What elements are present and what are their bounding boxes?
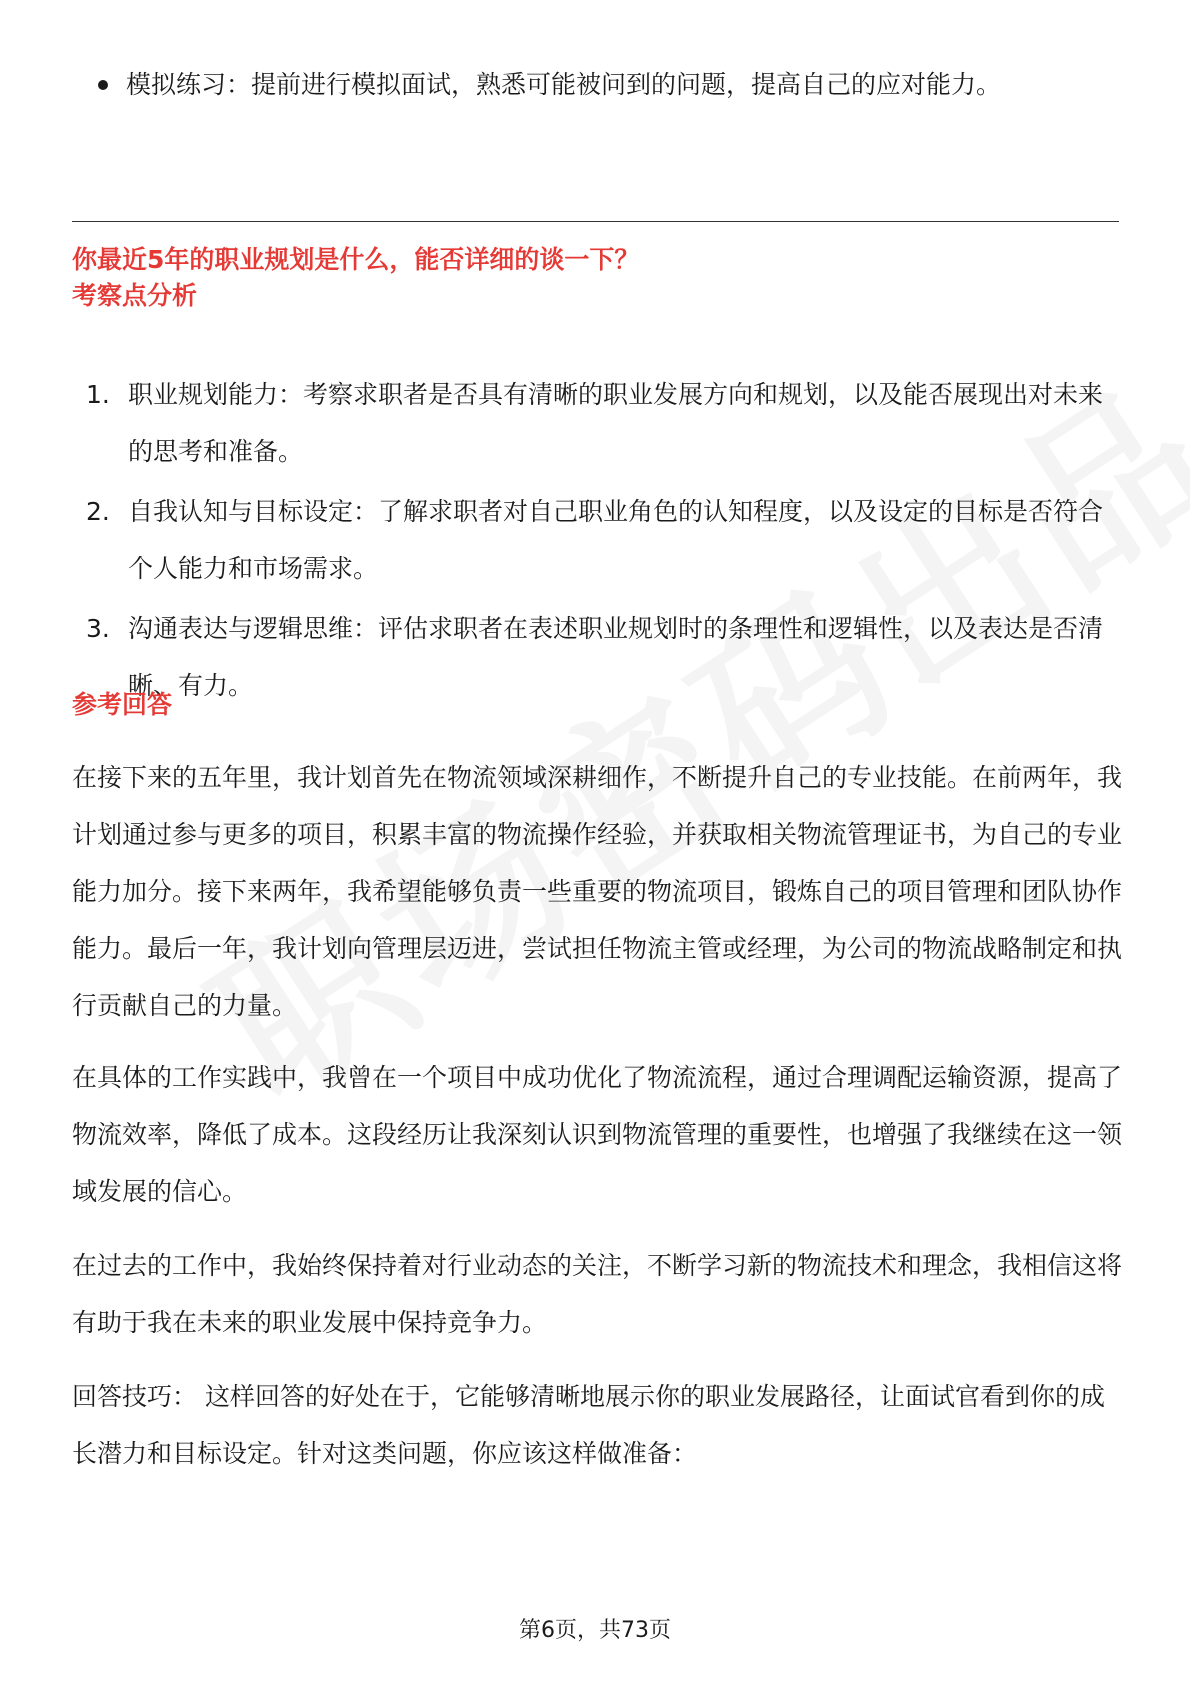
answer-title: 参考回答 (72, 690, 173, 719)
bullet-item (98, 58, 1098, 112)
analysis-item-text: 职业规划能力：考察求职者是否具有清晰的职业发展方向和规划，以及能否展现出对未来的思考和准备。 (128, 380, 1104, 466)
answer-paragraph-2: 在具体的工作实践中，我曾在一个项目中成功优化了物流流程，通过合理调配运输资源，提高了物流效率，降低了成本。这段经历让我深刻认识到物流管理的重要性，也增强了我继续在这一领域发展的信心。 (72, 1063, 1123, 1206)
bullet-dot-icon (98, 80, 108, 90)
bullet-text: 模拟练习：提前进行模拟面试，熟悉可能被问到的问题，提高自己的应对能力。 (126, 70, 1002, 99)
analysis-list (72, 366, 1122, 717)
analysis-item-number: 1. (86, 380, 110, 409)
analysis-item-3 (72, 600, 1122, 714)
divider (72, 221, 1119, 222)
question-heading: 你最近5年的职业规划是什么，能否详细的谈一下？ (72, 245, 640, 274)
analysis-title: 考察点分析 (72, 281, 198, 310)
page-number: 第6页，共73页 (519, 1618, 671, 1643)
analysis-item-number: 3. (86, 614, 110, 643)
answer-paragraph-3: 在过去的工作中，我始终保持着对行业动态的关注，不断学习新的物流技术和理念，我相信这将有助于我在未来的职业发展中保持竞争力。 (72, 1251, 1123, 1337)
analysis-item-text: 自我认知与目标设定：了解求职者对自己职业角色的认知程度，以及设定的目标是否符合个人能力和市场需求。 (128, 497, 1104, 583)
analysis-item-number: 2. (86, 497, 110, 526)
analysis-item-1 (72, 366, 1122, 480)
answer-paragraph-1: 在接下来的五年里，我计划首先在物流领域深耕细作，不断提升自己的专业技能。在前两年，我计划通过参与更多的项目，积累丰富的物流操作经验，并获取相关物流管理证书，为自己的专业能力加分。接下来两年，我希望能够负责一些重要的物流项目，锻炼自己的项目管理和团队协作能力。最后一年，我计划向管理层迈进，尝试担任物流主管或经理，为公司的物流战略制定和执行贡献自己的力量。 (72, 763, 1123, 1020)
answer-paragraph-4: 回答技巧： 这样回答的好处在于，它能够清晰地展示你的职业发展路径，让面试官看到你的成长潜力和目标设定。针对这类问题，你应该这样做准备： (72, 1382, 1105, 1468)
analysis-item-text: 沟通表达与逻辑思维：评估求职者在表述职业规划时的条理性和逻辑性，以及表达是否清晰、有力。 (128, 614, 1104, 700)
analysis-item-2 (72, 483, 1122, 597)
